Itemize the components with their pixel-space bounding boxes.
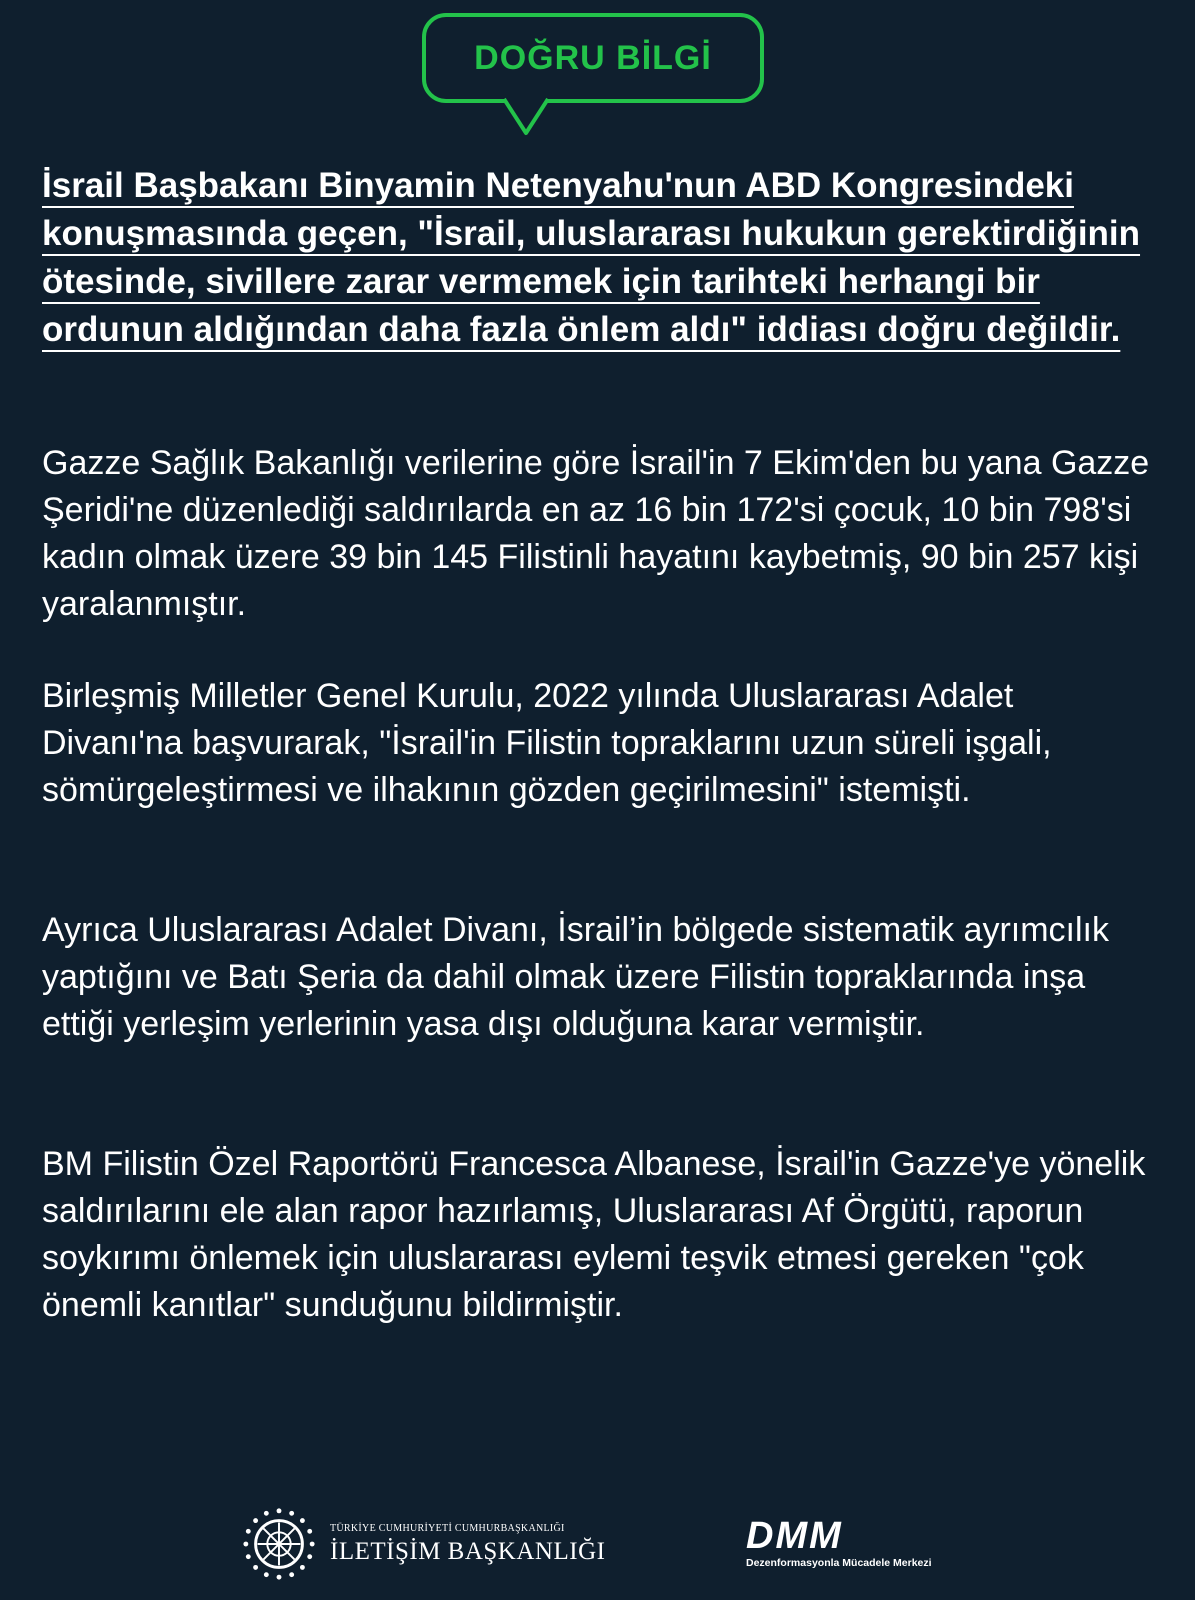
headline-text: İsrail Başbakanı Binyamin Netenyahu'nun ABD Kongresindeki konuşmasında geçen, "İsrail, uluslararası hukukun gerektirdiğinin ötesinde, sivillere zarar vermemek için tarihteki herhangi bir ordunun aldığından daha fazla önlem aldı" iddiası doğru değildir. <box>42 166 1141 349</box>
institution-small-text: TÜRKİYE CUMHURİYETİ CUMHURBAŞKANLIĞI <box>330 1522 565 1534</box>
dmm-logo-text: DMM <box>746 1515 843 1557</box>
speech-bubble-tail-icon <box>504 97 548 139</box>
institution-logo <box>240 1505 605 1583</box>
badge <box>422 13 772 143</box>
dmm-subtitle: Dezenformasyonla Mücadele Merkezi <box>746 1557 932 1569</box>
institution-name: İLETİŞİM BAŞKANLIĞI <box>330 1537 606 1565</box>
paragraph-4: BM Filistin Özel Raportörü Francesca Albanese, İsrail'in Gazze'ye yönelik saldırılarını ele alan rapor hazırlamış, Uluslararası Af Örgütü, raporun soykırımı önlemek için uluslararası eylemi teşvik etmesi gereken "çok önemli kanıtlar" sunduğunu bildirmiştir. <box>42 1145 1146 1324</box>
dmm-logo <box>746 1515 932 1569</box>
badge-box <box>422 13 764 103</box>
headline <box>42 162 1162 354</box>
paragraph-2: Birleşmiş Milletler Genel Kurulu, 2022 yılında Uluslararası Adalet Divanı'na başvurarak, "İsrail'in Filistin topraklarını uzun süreli işgali, sömürgeleştirmesi ve ilhakının gözden geçirilmesini" istemişti. <box>42 677 1052 809</box>
paragraph-3: Ayrıca Uluslararası Adalet Divanı, İsrail’in bölgede sistematik ayrımcılık yaptığını ve Batı Şeria da dahil olmak üzere Filistin topraklarında inşa ettiği yerleşim yerlerinin yasa dışı olduğuna karar vermiştir. <box>42 911 1109 1043</box>
paragraph-1: Gazze Sağlık Bakanlığı verilerine göre İsrail'in 7 Ekim'den bu yana Gazze Şeridi'ne düzenlediği saldırılarda en az 16 bin 172'si çocuk, 10 bin 798'si kadın olmak üzere 39 bin 145 Filistinli hayatını kaybetmiş, 90 bin 257 kişi yaralanmıştır. <box>42 444 1150 623</box>
badge-label: DOĞRU BİLGİ <box>474 38 712 77</box>
star-emblem-icon <box>240 1505 318 1583</box>
